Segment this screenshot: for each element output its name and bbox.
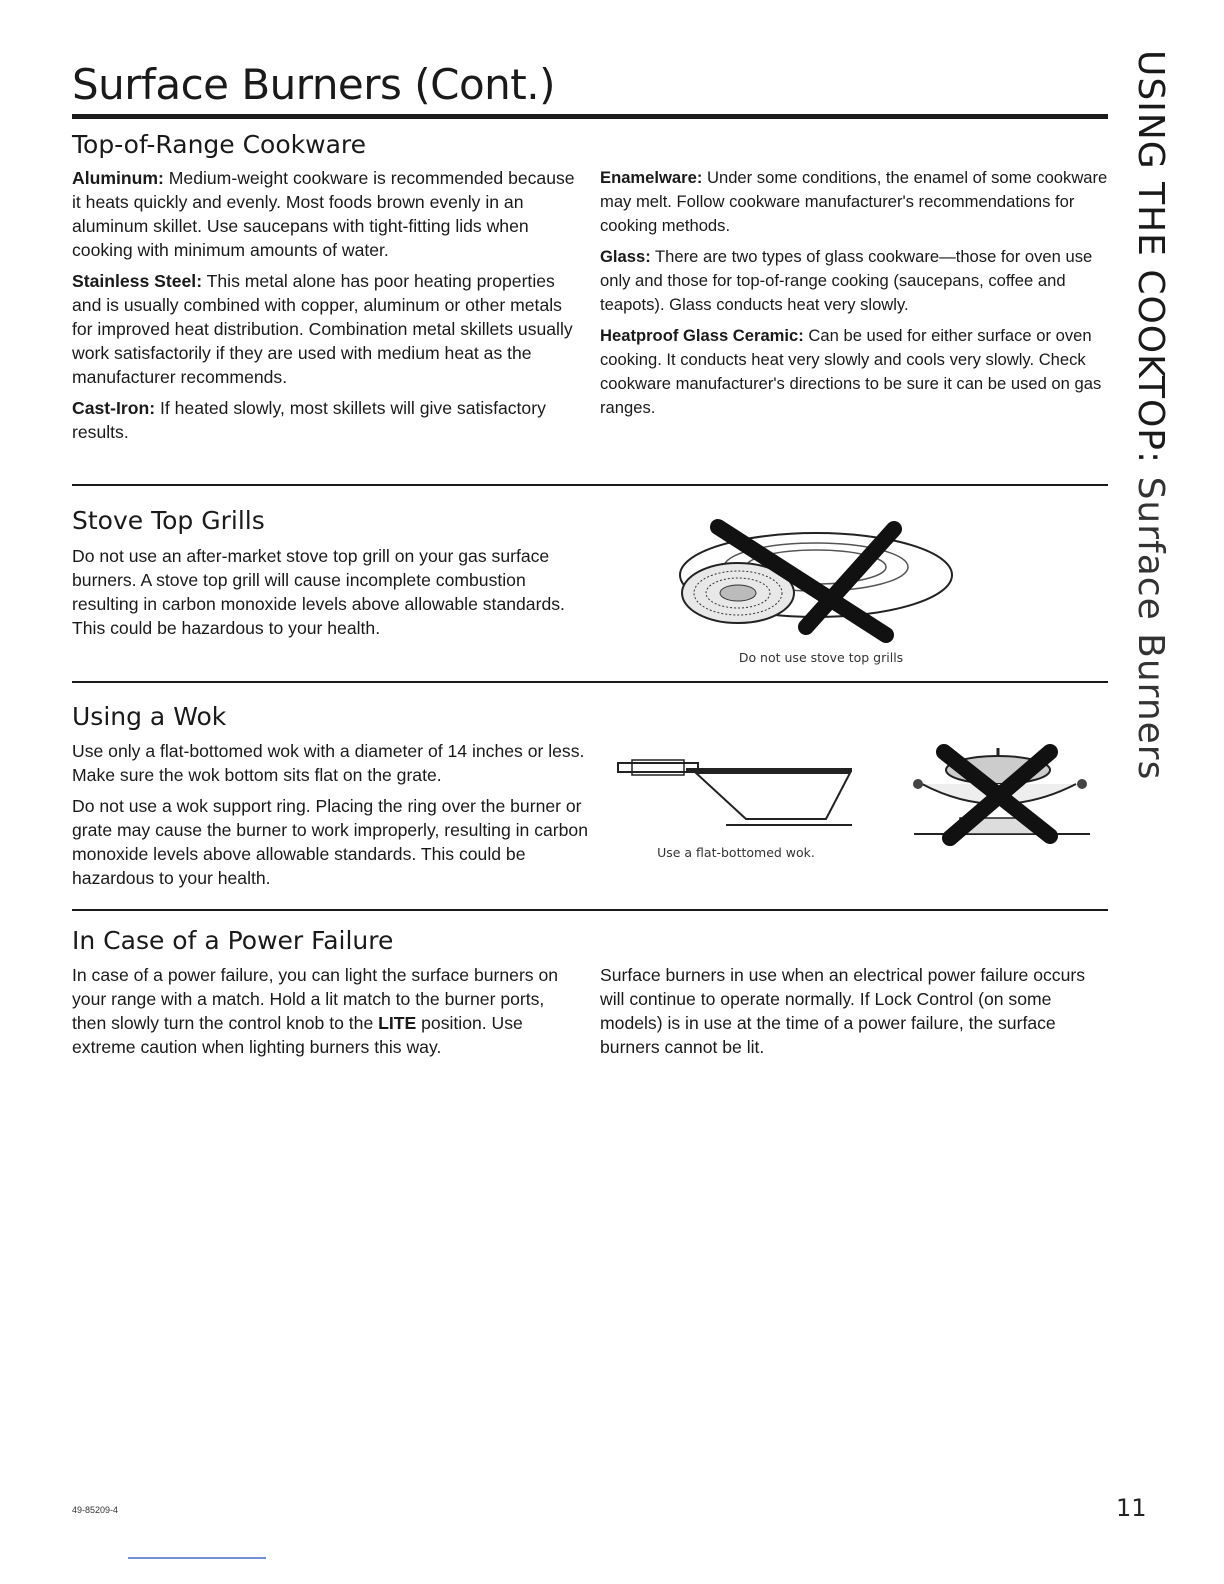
section-divider xyxy=(72,681,1108,683)
grills-heading: Stove Top Grills xyxy=(72,506,265,535)
stove-grill-illustration xyxy=(676,515,966,645)
aluminum-label: Aluminum: xyxy=(72,168,164,188)
document-number: 49-85209-4 xyxy=(72,1505,119,1515)
grills-caption: Do not use stove top grills xyxy=(738,650,904,665)
power-left-after: position. Use extreme caution when lighting burners this way. xyxy=(72,1013,523,1057)
scan-mark xyxy=(128,1557,266,1559)
page-title: Surface Burners (Cont.) xyxy=(72,60,556,109)
glass-paragraph xyxy=(600,245,1108,317)
section-divider xyxy=(72,909,1108,911)
glass-label: Glass: xyxy=(600,247,651,266)
side-tab-light: Surface Burners xyxy=(1130,464,1171,781)
aluminum-text: Medium-weight cookware is recommended because it heats quickly and evenly. Most foods brown evenly in an aluminum skillet. Use saucepans with tight-fitting lids when cooking with minimum amounts of water. xyxy=(72,168,575,260)
power-left-column xyxy=(72,963,572,1066)
aluminum-paragraph xyxy=(72,166,582,262)
ceramic-text: Can be used for either surface or oven cooking. It conducts heat very slowly and cools very slowly. Check cookware manufacturer's directions to be sure it can be used on gas ranges. xyxy=(600,326,1102,417)
flat-bottom-wok-illustration xyxy=(616,755,856,835)
glass-text: There are two types of glass cookware—those for oven use only and those for top-of-range cooking (saucepans, coffee and teapots). Glass conducts heat very slowly. xyxy=(600,247,1093,314)
cookware-left-column xyxy=(72,166,582,451)
grills-text: Do not use an after-market stove top grill on your gas surface burners. A stove top grill will cause incomplete combustion resulting in carbon monoxide levels above allowable standards. This could be hazardous to your health. xyxy=(72,546,565,638)
title-divider xyxy=(72,114,1108,119)
wok-column xyxy=(72,739,592,897)
wok-paragraph-1: Use only a flat-bottomed wok with a diameter of 14 inches or less. Make sure the wok bottom sits flat on the grate. xyxy=(72,741,585,785)
grills-column xyxy=(72,544,567,647)
cast-iron-text: If heated slowly, most skillets will give satisfactory results. xyxy=(72,398,546,442)
wok-paragraph-2: Do not use a wok support ring. Placing the ring over the burner or grate may cause the burner to work improperly, resulting in carbon monoxide levels above allowable standards. This could be hazardous to your health. xyxy=(72,796,588,888)
cast-iron-label: Cast-Iron: xyxy=(72,398,156,418)
lite-label: LITE xyxy=(378,1013,417,1033)
cast-iron-paragraph xyxy=(72,396,582,444)
enamelware-text: Under some conditions, the enamel of some cookware may melt. Follow cookware manufacturer's recommendations for cooking methods. xyxy=(600,168,1108,235)
section-divider xyxy=(72,484,1108,486)
side-tab-bold: USING THE COOKTOP: xyxy=(1130,50,1171,465)
power-right-column xyxy=(600,963,1110,1066)
enamelware-label: Enamelware: xyxy=(600,168,703,187)
ceramic-label: Heatproof Glass Ceramic: xyxy=(600,326,804,345)
power-left-before: In case of a power failure, you can light the surface burners on your range with a match. Hold a lit match to the burner ports, then slowly turn the control knob to the xyxy=(72,965,559,1033)
stainless-text: This metal alone has poor heating properties and is usually combined with copper, aluminum or other metals for improved heat distribution. Combination metal skillets usually work satisfactorily if they are used with medium heat as the manufacturer recommends. xyxy=(72,271,573,387)
wok-support-ring-illustration xyxy=(900,744,1100,844)
wok-caption: Use a flat-bottomed wok. xyxy=(657,845,815,860)
power-right-text: Surface burners in use when an electrical power failure occurs will continue to operate normally. If Lock Control (on some models) is in use at the time of a power failure, the surface burners cannot be lit. xyxy=(600,965,1086,1057)
cookware-right-column xyxy=(600,166,1108,427)
wok-heading: Using a Wok xyxy=(72,702,227,731)
cookware-heading: Top-of-Range Cookware xyxy=(72,130,367,159)
enamelware-paragraph xyxy=(600,166,1108,238)
section-side-tab xyxy=(1128,50,1172,781)
stainless-paragraph xyxy=(72,269,582,389)
page-number: 11 xyxy=(1116,1494,1147,1522)
power-heading: In Case of a Power Failure xyxy=(72,926,394,955)
ceramic-paragraph xyxy=(600,324,1108,420)
power-left-text xyxy=(72,963,572,1059)
stainless-label: Stainless Steel: xyxy=(72,271,203,291)
